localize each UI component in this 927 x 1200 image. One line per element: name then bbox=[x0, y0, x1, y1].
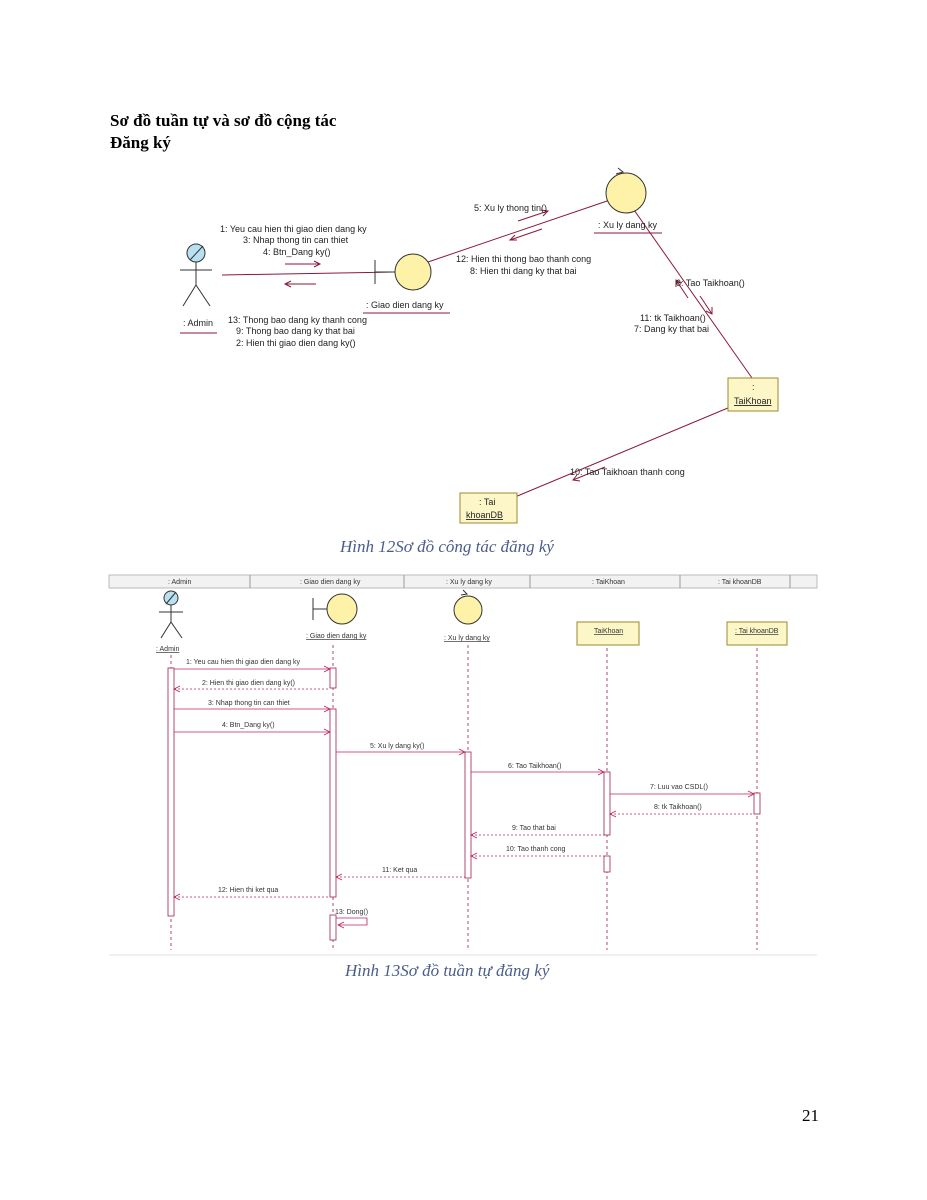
collab-msg-2: 2: Hien thi giao dien dang ky() bbox=[236, 338, 356, 348]
taikhoan-label: TaiKhoan bbox=[734, 396, 772, 406]
seq-header-ctrl: : Xu ly dang ky bbox=[446, 579, 492, 586]
seq-msg-10: 10: Tao thanh cong bbox=[506, 846, 566, 853]
taikhoan-colon: : bbox=[752, 382, 755, 392]
seq-header-admin: : Admin bbox=[168, 579, 192, 586]
collab-msg-6: 6: Tao Taikhoan() bbox=[676, 278, 745, 288]
seq-control-icon bbox=[454, 590, 482, 624]
section-subtitle: Đăng ký bbox=[110, 133, 171, 152]
collab-msg-11: 11: tk Taikhoan() bbox=[640, 313, 706, 323]
collab-msg-3: 3: Nhap thong tin can thiet bbox=[243, 235, 349, 245]
seq-header-ui: : Giao dien dang ky bbox=[300, 579, 361, 586]
collab-msg-1: 1: Yeu cau hien thi giao dien dang ky bbox=[220, 224, 367, 234]
seq-msg-5: 5: Xu ly dang ky() bbox=[370, 743, 425, 750]
collab-msg-10: 10: Tao Taikhoan thanh cong bbox=[570, 467, 685, 477]
seq-msg-13: 13: Dong() bbox=[335, 909, 369, 916]
seq-msg-1: 1: Yeu cau hien thi giao dien dang ky bbox=[186, 659, 301, 666]
section-title: Sơ đồ tuần tự và sơ đồ cộng tác bbox=[110, 111, 337, 130]
collab-msg-4: 4: Btn_Dang ky() bbox=[263, 247, 331, 257]
seq-header-tk: : TaiKhoan bbox=[592, 579, 625, 586]
seq-msg-2: 2: Hien thi giao dien dang ky() bbox=[202, 680, 295, 687]
seq-taikhoandb-label: : Tai khoanDB bbox=[735, 628, 779, 635]
collab-msg-8: 8: Hien thi dang ky that bai bbox=[470, 266, 577, 276]
seq-ctrl-label: : Xu ly dang ky bbox=[444, 635, 490, 642]
collab-msg-13: 13: Thong bao dang ky thanh cong bbox=[228, 315, 367, 325]
seq-admin-actor-icon bbox=[159, 591, 183, 638]
taikhoandb-label-1: : Tai bbox=[479, 497, 496, 507]
collab-msg-5: 5: Xu ly thong tin() bbox=[474, 203, 548, 213]
ui-label: : Giao dien dang ky bbox=[366, 300, 444, 310]
seq-msg-8: 8: tk Taikhoan() bbox=[654, 804, 702, 811]
seq-header-db: : Tai khoanDB bbox=[718, 579, 762, 586]
taikhoandb-label-2: khoanDB bbox=[466, 510, 504, 520]
seq-ui-label: : Giao dien dang ky bbox=[306, 633, 367, 640]
seq-msg-6: 6: Tao Taikhoan() bbox=[508, 763, 562, 770]
collab-msg-12: 12: Hien thi thong bao thanh cong bbox=[456, 254, 592, 264]
seq-boundary-icon bbox=[313, 594, 357, 624]
seq-msg-9: 9: Tao that bai bbox=[512, 825, 556, 832]
seq-msg-7: 7: Luu vao CSDL() bbox=[650, 784, 708, 791]
collab-caption: Hình 12Sơ đồ công tác đăng ký bbox=[340, 537, 554, 556]
seq-msg-4: 4: Btn_Dang ky() bbox=[222, 722, 275, 729]
admin-label: : Admin bbox=[183, 318, 214, 328]
seq-msg-11: 11: Ket qua bbox=[382, 867, 418, 874]
ctrl-label: : Xu ly dang ky bbox=[598, 220, 658, 230]
page-number: 21 bbox=[802, 1106, 819, 1125]
seq-caption: Hình 13Sơ đồ tuần tự đăng ký bbox=[345, 961, 550, 980]
seq-taikhoan-label: TaiKhoan bbox=[594, 628, 624, 635]
seq-msg-12: 12: Hien thi ket qua bbox=[218, 887, 279, 894]
collab-msg-7: 7: Dang ky that bai bbox=[634, 324, 710, 334]
seq-admin-label: : Admin bbox=[156, 646, 180, 653]
collab-msg-9: 9: Thong bao dang ky that bai bbox=[236, 326, 355, 336]
seq-lifelines bbox=[171, 645, 757, 950]
seq-msg-3: 3: Nhap thong tin can thiet bbox=[208, 700, 290, 707]
